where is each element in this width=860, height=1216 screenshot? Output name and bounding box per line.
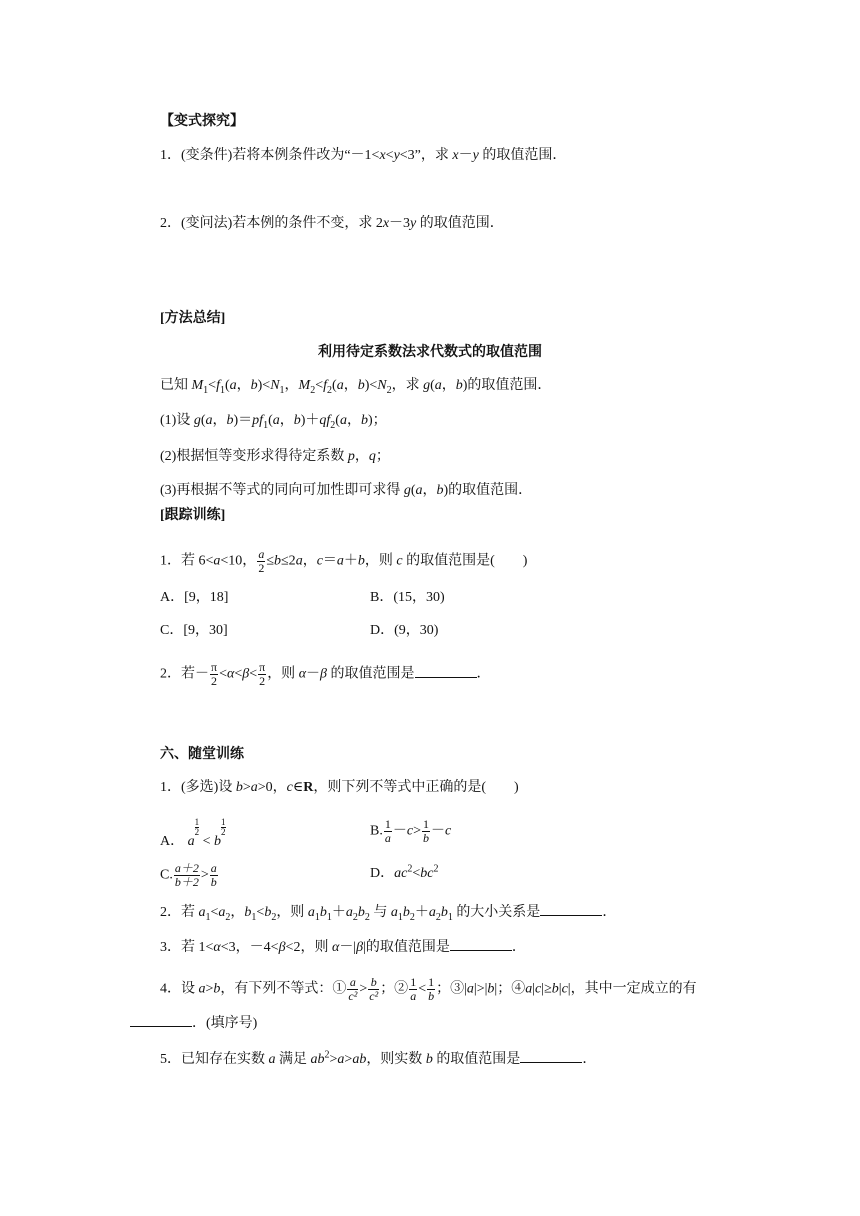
tracking-question-1: 1．若 6<a<10， $\frac{a}{2}$ ≤b≤2a，c＝a＋b，则 c 的取值范围是( ) [160,547,528,575]
practice-question-4: 4．设 a>b，有下列不等式：① $\frac{a}{\text{c²}}$ > $\frac{b}{\text{c²}}$ ；② $\frac{1}{a}$ < $\frac{1}{b}$ ；③|a|>|b|；④a|c|≥b|c|，其中一定成立的有 [160,975,697,1003]
fraction: $\frac{a}{\text{c²}}$ [348,975,358,1003]
practice-question-5: 5．已知存在实数 a 满足 $ab^2>a>ab$，则实数 b 的取值范围是 ． [160,1049,597,1067]
practice-option-c: C. $\frac{a+2}{b+2}$ > $\frac{a}{b}$ [160,861,217,889]
option-b: B．(15，30) [370,590,445,605]
fraction: $\frac{1}{b}$ [422,817,429,845]
method-paragraph-2: (1)设 g(a，$b)=pf_1(a$，$b)+qf_2(a$，b)； [160,413,387,431]
method-paragraph-3: (2)根据恒等变形求得待定系数 p，q； [160,449,390,464]
fraction: $\frac{a}{2}$ [258,547,265,575]
practice-question-3: 3．若 1<α<3，－4<β<2，则 α－|β|的取值范围是 ． [160,940,526,955]
variant-question-2: 2．(变问法)若本例的条件不变，求 2x－3y 的取值范围． [160,216,504,231]
option-a: A．[9，18] [160,590,229,605]
practice-question-4-continuation: ．(填序号) [130,1014,257,1034]
practice-option-a: A． a $\frac{1}{2}$ < b $\frac{1}{2}$ [160,817,226,849]
answer-blank [415,677,477,678]
fraction: $\frac{a}{b}$ [210,861,217,889]
fraction: $\frac{\pi}{2}$ [211,660,218,688]
method-title: 利用待定系数法求代数式的取值范围 [318,345,542,360]
fraction: $\frac{b}{\text{c²}}$ [369,975,379,1003]
method-paragraph-4: (3)再根据不等式的同向可加性即可求得 g(a，b)的取值范围． [160,483,533,498]
fraction: $\frac{a+2}{b+2}$ [174,861,199,889]
practice-question-1: 1．(多选)设 b>a>0，c∈R，则下列不等式中正确的是( ) [160,780,519,795]
tracking-heading: [跟踪训练] [160,508,226,523]
method-heading: [方法总结] [160,311,226,326]
option-d: D．(9，30) [370,623,439,638]
tracking-question-2: 2．若－ $\frac{\pi}{2}$ <α<β< $\frac{\pi}{2}$ ，则 α－β 的取值范围是 ． [160,660,491,688]
variant-heading: 【变式探究】 [160,114,244,129]
method-paragraph-1: 已知 $M_1<f_1(a$，$b)<N_1$，$M_2<f_2(a$，$b)<N_2$，求 g(a，b)的取值范围． [160,378,552,396]
practice-question-2: 2．若 $a_1<a_2$，$b_1<b_2$，则 $a_1b_1+a_2b_2$ 与 $a_1b_2+a_2b_1$ 的大小关系是 ． [160,905,617,923]
practice-option-d: D．$ac^2<bc^2$ [370,863,439,881]
practice-heading: 六、随堂训练 [160,747,244,762]
fraction: $\frac{1}{a}$ [410,975,417,1003]
fraction: $\frac{1}{a}$ [384,817,391,845]
practice-option-b: B. $\frac{1}{a}$ －c> $\frac{1}{b}$ －c [370,817,452,845]
fraction: $\frac{1}{b}$ [428,975,435,1003]
variant-question-1: 1．(变条件)若将本例条件改为“－1<x<y<3”，求 x－y 的取值范围． [160,148,567,163]
option-c: C．[9，30] [160,623,228,638]
answer-blank [520,1062,582,1063]
answer-blank [130,1026,192,1027]
answer-blank [450,950,512,951]
answer-blank [540,915,602,916]
fraction: $\frac{\pi}{2}$ [259,660,266,688]
